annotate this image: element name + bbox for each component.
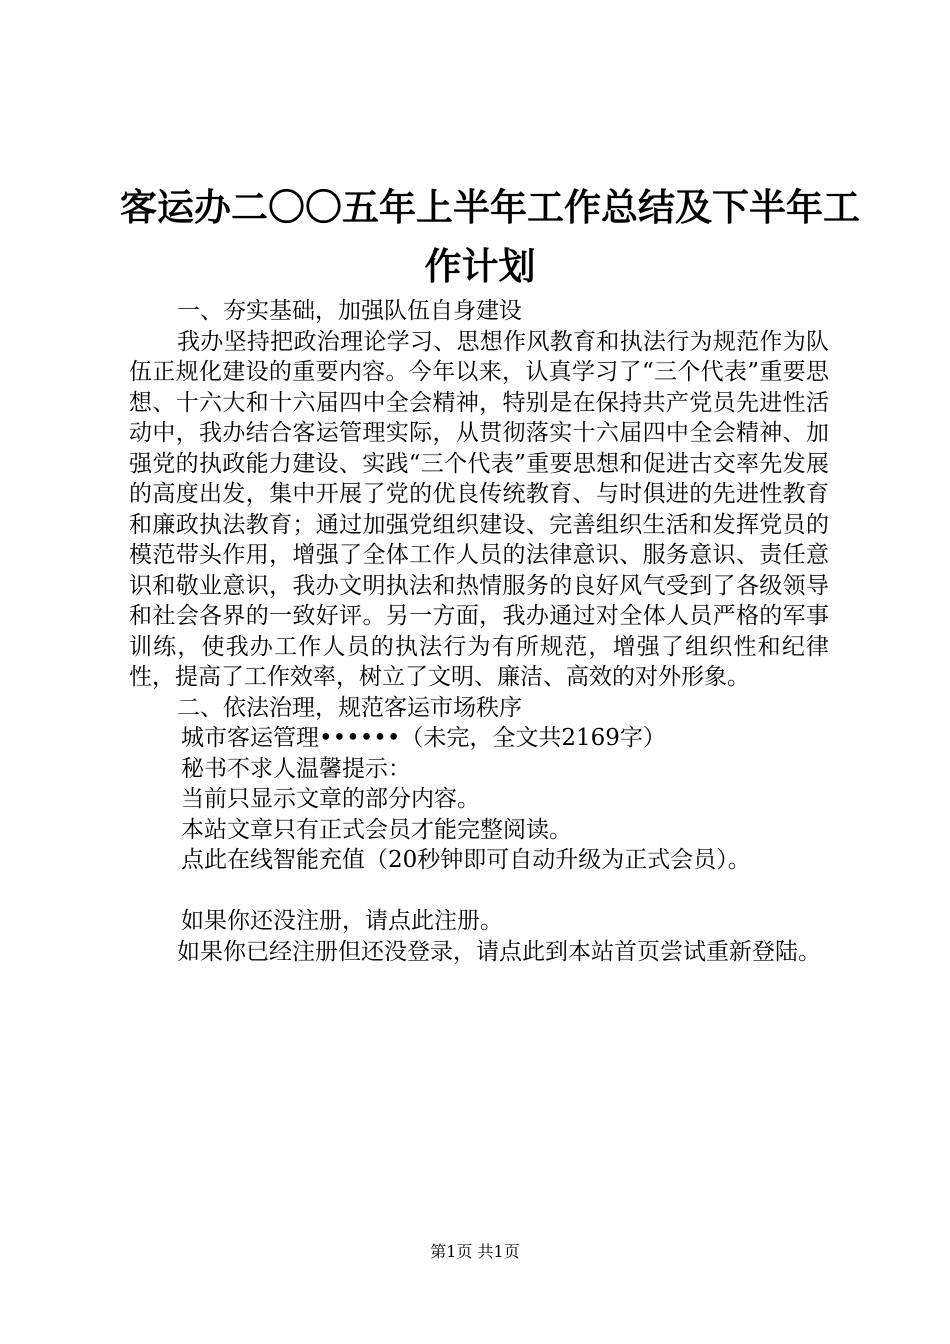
login-link[interactable]: 如果你已经注册但还没登录，请点此到本站首页尝试重新登陆。 [177,938,821,965]
tip-title: 秘书不求人温馨提示： [181,755,411,782]
document-body [129,296,829,967]
truncated-content-line: 城市客运管理••••••（未完，全文共2169字） [181,725,666,751]
register-link[interactable]: 如果你还没注册，请点此注册。 [181,908,503,934]
tip-line-partial: 当前只显示文章的部分内容。 [181,786,480,812]
recharge-link[interactable]: 点此在线智能充值（20秒钟即可自动升级为正式会员）。 [181,847,751,873]
blank-line [129,876,829,907]
tip-line-members: 本站文章只有正式会员才能完整阅读。 [181,816,572,843]
section1-paragraph: 我办坚持把政治理论学习、思想作风教育和执法行为规范作为队伍正规化建设的重要内容。今年以来，认真学习了“三个代表”重要思想、十六大和十六届四中全会精神，特别是在保持共产党员先进性活动中，我办结合客运管理实际，从贯彻落实十六届四中全会精神、加强党的执政能力建设、实践“三个代表”重要思想和促进古交率先发展的高度出发，集中开展了党的优良传统教育、与时俱进的先进性教育和廉政执法教育；通过加强党组织建设、完善组织生活和发挥党员的模范带头作用，增强了全体工作人员的法律意识、服务意识、责任意识和敬业意识，我办文明执法和热情服务的良好风气受到了各级领导和社会各界的一致好评。另一方面，我办通过对全体人员严格的军事训练，使我办工作人员的执法行为有所规范，增强了组织性和纪律性，提高了工作效率，树立了文明、廉洁、高效的对外形象。 [129,328,829,690]
document-title-line2: 作计划 [424,245,536,288]
section2-heading: 二、依法治理，规范客运市场秩序 [177,694,522,721]
section1-heading: 一、夯实基础，加强队伍自身建设 [177,298,522,324]
document-title-line1: 客运办二〇〇五年上半年工作总结及下半年工 [120,186,860,229]
page-footer: 第1页 共1页 [430,1242,520,1261]
